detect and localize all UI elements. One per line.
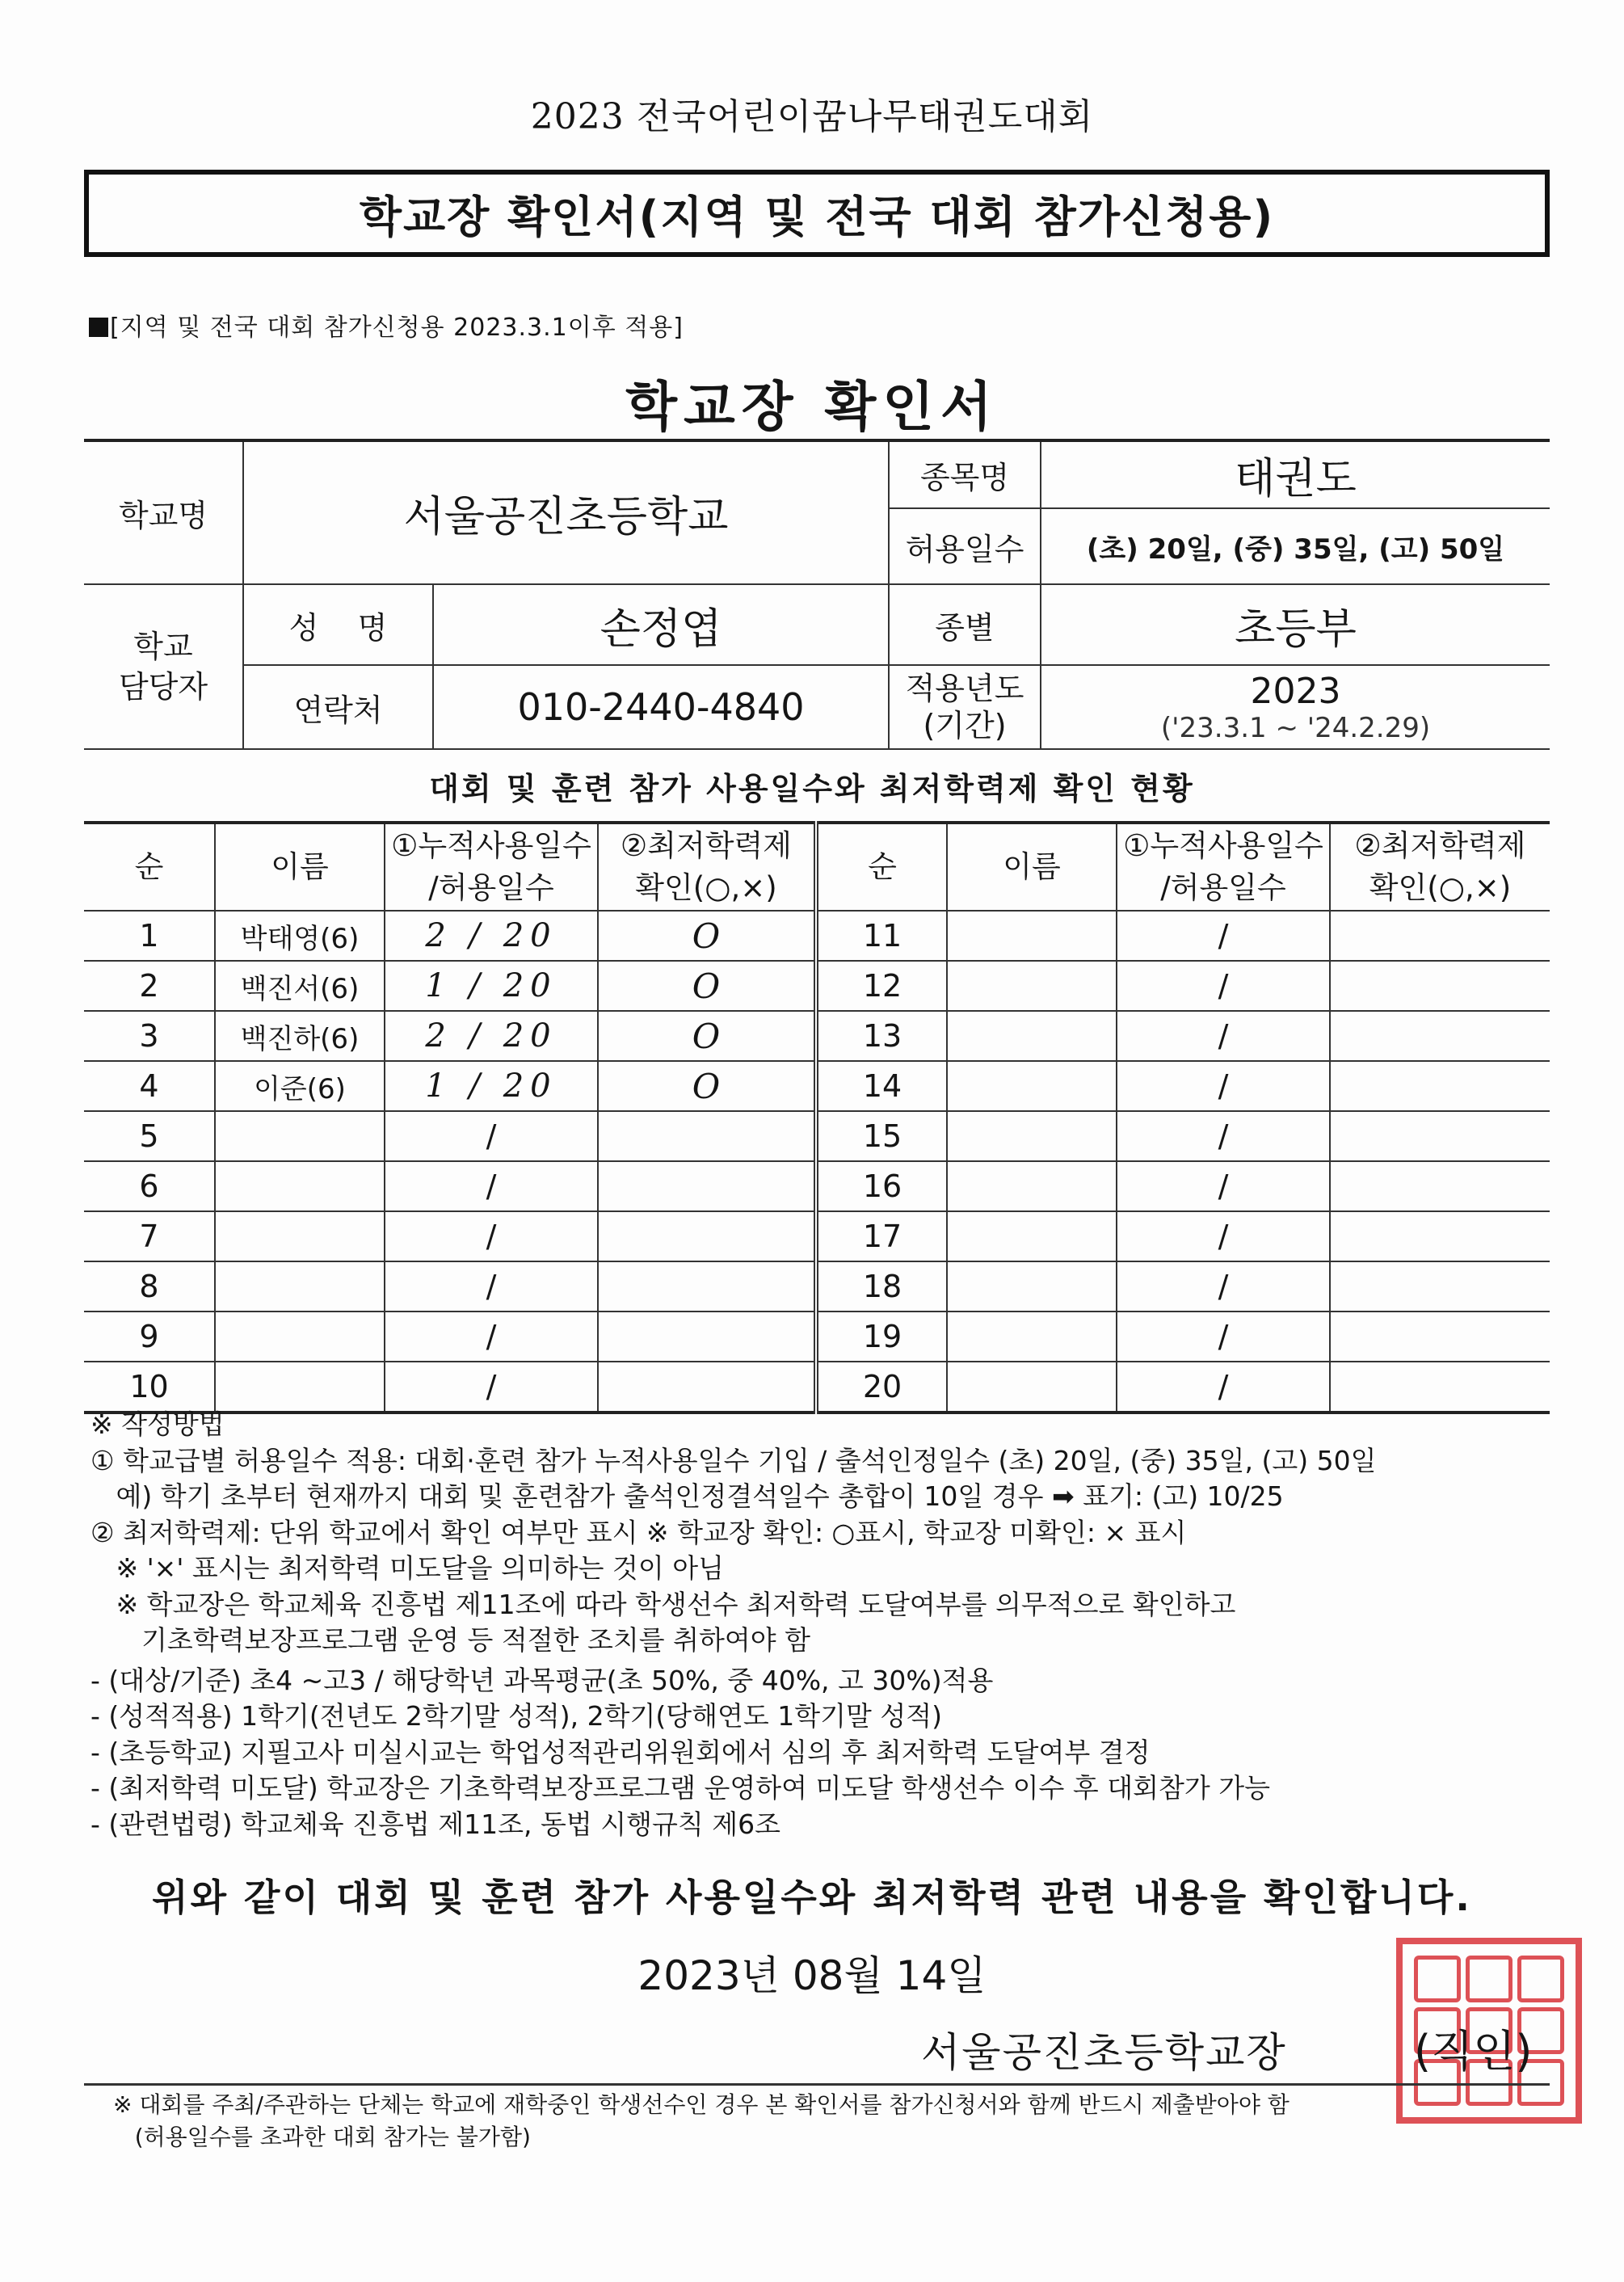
document-box-title: 학교장 확인서(지역 및 전국 대회 참가신청용) (84, 170, 1550, 257)
header-academic: ②최저학력제 확인(○,×) (598, 823, 816, 911)
applicability-note-text: [지역 및 전국 대회 참가신청용 2023.3.1이후 적용] (110, 314, 684, 342)
row-number: 10 (84, 1362, 215, 1413)
school-name-label: 학교명 (84, 440, 243, 584)
academic-check: O (598, 1011, 816, 1061)
student-name (215, 1161, 385, 1211)
cumulative-days: 1 / 20 (385, 1061, 598, 1111)
footer-note: ※ 대회를 주최/주관하는 단체는 학교에 재학중인 학생선수인 경우 본 확인서를 참가신청서와 함께 반드시 제출받아야 함 (허용일수를 초과한 대회 참가는 불가함) (113, 2091, 1290, 2150)
contact-value: 010-2440-4840 (433, 665, 889, 749)
cumulative-days: / (1117, 1061, 1330, 1111)
row-number: 19 (816, 1312, 947, 1362)
table-row (84, 911, 1550, 961)
row-number: 14 (816, 1061, 947, 1111)
division-label: 종별 (889, 584, 1041, 665)
student-name (947, 1061, 1117, 1111)
footer-divider (84, 2083, 1550, 2086)
table-row (84, 1161, 1550, 1211)
row-number: 9 (84, 1312, 215, 1362)
allowed-days-value: (초) 20일, (중) 35일, (고) 50일 (1041, 508, 1550, 584)
instruction-line: ① 학교급별 허용일수 적용: 대회·훈련 참가 누적사용일수 기입 / 출석인정일수 (초) 20일, (중) 35일, (고) 50일 (90, 1445, 1377, 1476)
academic-check (1330, 1362, 1550, 1413)
instruction-line: - (관련법령) 학교체육 진흥법 제11조, 동법 시행규칙 제6조 (90, 1808, 780, 1840)
apply-year-value: 2023 (1250, 670, 1341, 712)
cumulative-days: 2 / 20 (385, 1011, 598, 1061)
student-name (947, 1161, 1117, 1211)
row-number: 1 (84, 911, 215, 961)
apply-year-cell (1041, 665, 1550, 749)
instruction-line: 예) 학기 초부터 현재까지 대회 및 훈련참가 출석인정결석일수 총합이 10일 경우 ➡ 표기: (고) 10/25 (90, 1480, 1284, 1512)
academic-check (1330, 1261, 1550, 1312)
academic-check: O (598, 1061, 816, 1111)
academic-check (598, 1111, 816, 1161)
table-row (84, 1011, 1550, 1061)
student-name (947, 1261, 1117, 1312)
manager-name-value: 손정엽 (433, 584, 889, 665)
row-number: 15 (816, 1111, 947, 1161)
cumulative-days: / (385, 1362, 598, 1413)
status-heading: 대회 및 훈련 참가 사용일수와 최저학력제 확인 현황 (429, 771, 1195, 806)
academic-check (1330, 1161, 1550, 1211)
academic-check (598, 1211, 816, 1261)
row-number: 7 (84, 1211, 215, 1261)
academic-check (598, 1362, 816, 1413)
instruction-line: ② 최저학력제: 단위 학교에서 확인 여부만 표시 ※ 학교장 확인: ○표시, 학교장 미확인: × 표시 (90, 1517, 1187, 1548)
table-row (84, 1211, 1550, 1261)
cumulative-days: 1 / 20 (385, 961, 598, 1011)
student-name (947, 961, 1117, 1011)
academic-check: O (598, 911, 816, 961)
division-value: 초등부 (1041, 584, 1550, 665)
row-number: 16 (816, 1161, 947, 1211)
sport-value: 태권도 (1041, 440, 1550, 508)
student-name (947, 1111, 1117, 1161)
cumulative-days: / (1117, 1362, 1330, 1413)
student-name: 백진서(6) (215, 961, 385, 1011)
student-name (215, 1261, 385, 1312)
academic-check: O (598, 961, 816, 1011)
row-number: 18 (816, 1261, 947, 1312)
row-number: 8 (84, 1261, 215, 1312)
student-name (947, 1362, 1117, 1413)
table-row (84, 961, 1550, 1011)
student-name: 박태영(6) (215, 911, 385, 961)
allowed-days-label: 허용일수 (889, 508, 1041, 584)
table-row (84, 1261, 1550, 1312)
academic-check (1330, 1211, 1550, 1261)
cumulative-days: / (385, 1261, 598, 1312)
seal-glyph (1517, 1956, 1564, 2002)
header-name: 이름 (215, 823, 385, 911)
header-order: 순 (84, 823, 215, 911)
cumulative-days: / (1117, 1312, 1330, 1362)
manager-label: 학교 담당자 (84, 584, 243, 749)
instruction-line: 기초학력보장프로그램 운영 등 적절한 조치를 취하여야 함 (90, 1624, 810, 1656)
participation-status-table (84, 821, 1550, 1414)
student-name (947, 1312, 1117, 1362)
seal-glyph (1414, 1956, 1461, 2002)
instruction-line: ※ 학교장은 학교체육 진흥법 제11조에 따라 학생선수 최저학력 도달여부를 의무적으로 확인하고 (90, 1589, 1236, 1620)
row-number: 20 (816, 1362, 947, 1413)
school-info-table (84, 439, 1550, 750)
row-number: 5 (84, 1111, 215, 1161)
cumulative-days: / (1117, 1011, 1330, 1061)
row-number: 6 (84, 1161, 215, 1211)
cumulative-days: / (385, 1161, 598, 1211)
cumulative-days: / (1117, 1111, 1330, 1161)
instruction-line: - (대상/기준) 초4 ~고3 / 해당학년 과목평균(초 50%, 중 40%, 고 30%)적용 (90, 1665, 994, 1696)
academic-check (598, 1312, 816, 1362)
instruction-line: ※ 작성방법 (90, 1408, 225, 1440)
student-name (215, 1362, 385, 1413)
instruction-line: - (초등학교) 지필고사 미실시교는 학업성적관리위원회에서 심의 후 최저학력 도달여부 결정 (90, 1737, 1151, 1768)
academic-check (1330, 961, 1550, 1011)
cumulative-days: / (1117, 911, 1330, 961)
applicability-note (89, 307, 684, 343)
row-number: 2 (84, 961, 215, 1011)
academic-check (1330, 1011, 1550, 1061)
confirmation-statement: 위와 같이 대회 및 훈련 참가 사용일수와 최저학력 관련 내용을 확인합니다. (152, 1876, 1472, 1919)
cumulative-days: / (1117, 1261, 1330, 1312)
seal-glyph (1466, 1956, 1513, 2002)
row-number: 12 (816, 961, 947, 1011)
instruction-line: - (최저학력 미도달) 학교장은 기초학력보장프로그램 운영하여 미도달 학생선수 이수 후 대회참가 가능 (90, 1772, 1271, 1804)
row-number: 11 (816, 911, 947, 961)
seal-label: (직인) (1414, 2026, 1533, 2077)
header-name: 이름 (947, 823, 1117, 911)
square-bullet-icon (89, 318, 108, 337)
student-name (947, 1211, 1117, 1261)
row-number: 3 (84, 1011, 215, 1061)
row-number: 4 (84, 1061, 215, 1111)
academic-check (598, 1261, 816, 1312)
academic-check (1330, 1061, 1550, 1111)
document-date: 2023년 08월 14일 (637, 1952, 987, 1999)
table-row (84, 1312, 1550, 1362)
student-name (947, 911, 1117, 961)
cumulative-days: / (385, 1211, 598, 1261)
apply-year-period: ('23.3.1 ~ '24.2.29) (1160, 711, 1431, 744)
academic-check (598, 1161, 816, 1211)
apply-year-label: 적용년도 (기간) (889, 665, 1041, 749)
row-number: 17 (816, 1211, 947, 1261)
student-name (215, 1211, 385, 1261)
main-title: 학교장 확인서 (625, 376, 999, 438)
cumulative-days: / (385, 1312, 598, 1362)
student-name (215, 1312, 385, 1362)
student-name: 이준(6) (215, 1061, 385, 1111)
sport-label: 종목명 (889, 440, 1041, 508)
table-row (84, 1061, 1550, 1111)
cumulative-days: / (1117, 961, 1330, 1011)
event-title: 2023 전국어린이꿈나무태권도대회 (530, 96, 1094, 137)
instruction-line: ※ '×' 표시는 최저학력 미도달을 의미하는 것이 아님 (90, 1552, 725, 1584)
row-number: 13 (816, 1011, 947, 1061)
cumulative-days: 2 / 20 (385, 911, 598, 961)
student-name (947, 1011, 1117, 1061)
header-academic: ②최저학력제 확인(○,×) (1330, 823, 1550, 911)
table-row (84, 1362, 1550, 1413)
instruction-line: - (성적적용) 1학기(전년도 2학기말 성적), 2학기(당해연도 1학기말 성적) (90, 1700, 943, 1732)
cumulative-days: / (385, 1111, 598, 1161)
header-order: 순 (816, 823, 947, 911)
academic-check (1330, 1111, 1550, 1161)
academic-check (1330, 1312, 1550, 1362)
contact-label: 연락처 (243, 665, 433, 749)
table-row (84, 1111, 1550, 1161)
principal-title: 서울공진초등학교장 (921, 2029, 1287, 2076)
manager-name-label: 성 명 (243, 584, 433, 665)
header-days: ①누적사용일수 /허용일수 (385, 823, 598, 911)
school-name-value: 서울공진초등학교 (243, 440, 889, 584)
cumulative-days: / (1117, 1211, 1330, 1261)
student-name: 백진하(6) (215, 1011, 385, 1061)
header-days: ①누적사용일수 /허용일수 (1117, 823, 1330, 911)
student-name (215, 1111, 385, 1161)
academic-check (1330, 911, 1550, 961)
cumulative-days: / (1117, 1161, 1330, 1211)
